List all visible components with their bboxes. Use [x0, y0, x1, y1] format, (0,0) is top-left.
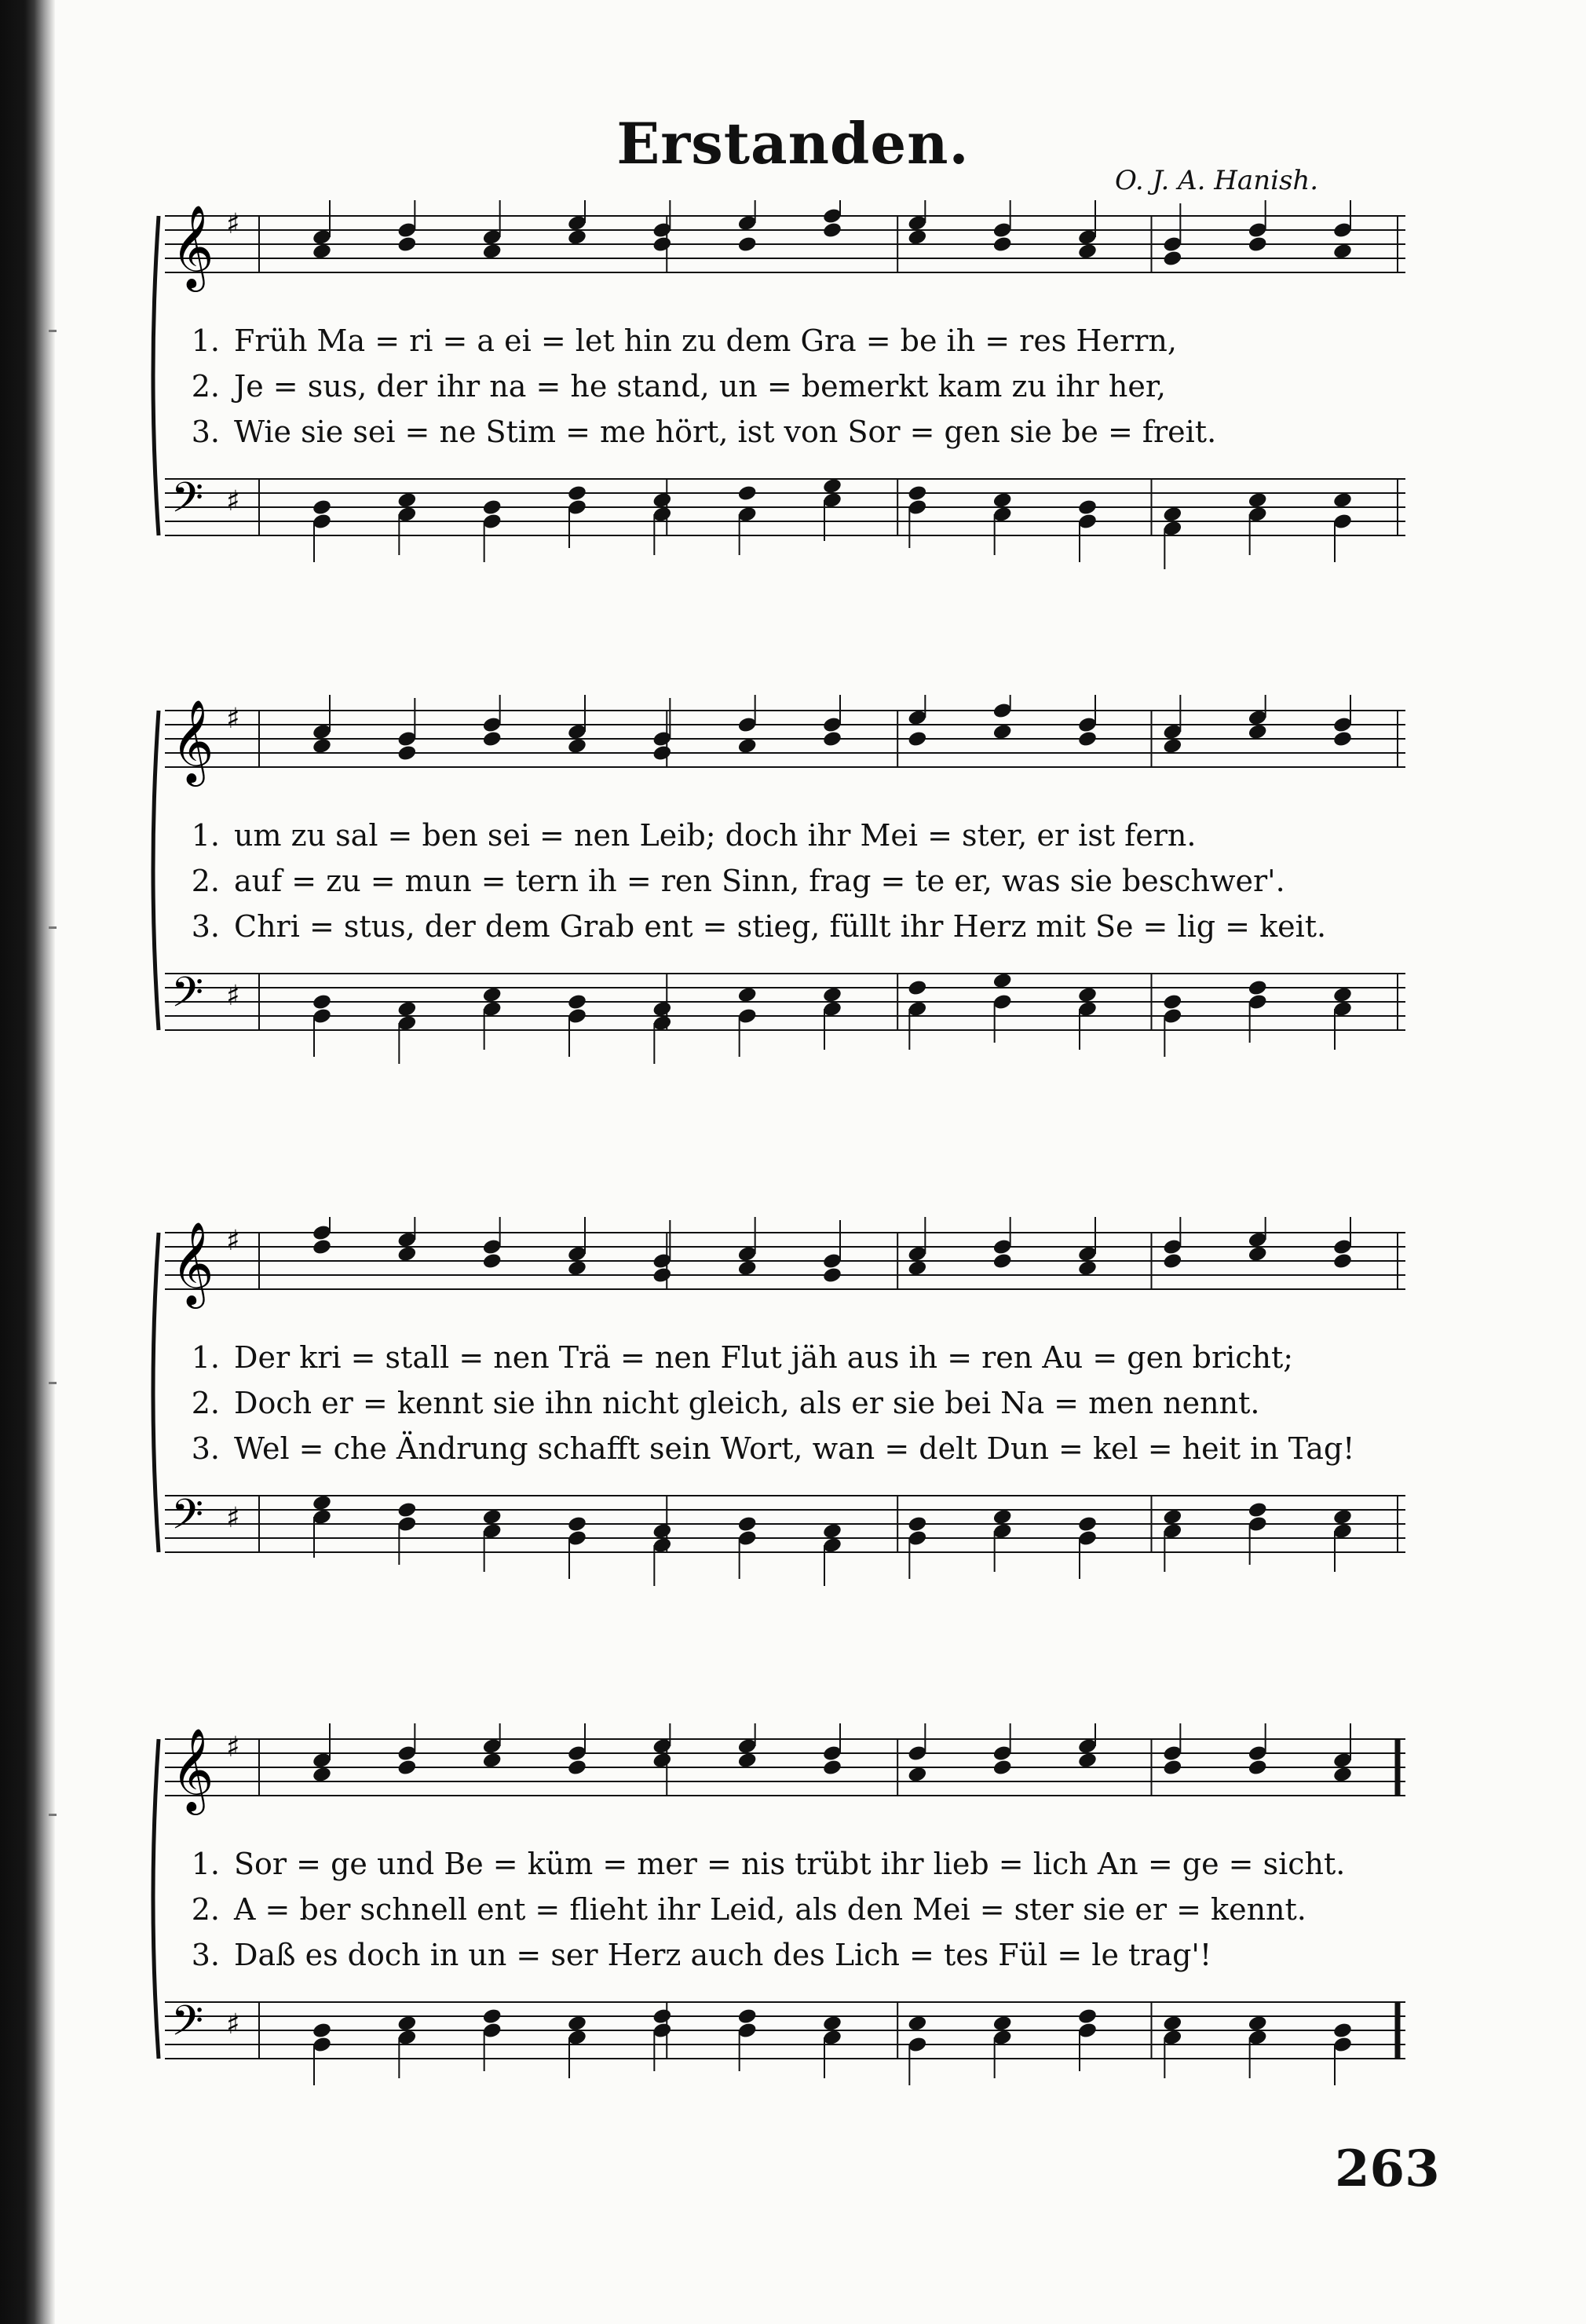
note-head	[907, 979, 927, 997]
note-head	[652, 1522, 672, 1540]
note-head	[482, 243, 502, 261]
note-head	[567, 1259, 587, 1277]
note-head	[1077, 730, 1098, 748]
note-head	[822, 1522, 842, 1540]
note-head	[1077, 1259, 1098, 1277]
note-head	[907, 2015, 927, 2033]
verse-number: 1.	[191, 1847, 220, 1881]
note-head	[482, 499, 502, 517]
lyrics-block	[149, 1335, 1421, 1471]
lyric-line	[149, 1932, 1421, 1978]
scan-speck	[49, 1814, 57, 1816]
note-head	[396, 744, 417, 762]
lyric-line	[149, 1426, 1421, 1471]
note-head	[907, 1766, 927, 1784]
note-head	[1248, 491, 1268, 510]
note-head	[1162, 993, 1182, 1011]
note-head	[1248, 723, 1268, 741]
note-head	[396, 1245, 417, 1263]
scan-speck	[49, 926, 57, 929]
page-number: 263	[1335, 2139, 1440, 2198]
note-head	[396, 236, 417, 254]
sharp-icon: ♯	[226, 1731, 240, 1763]
note-head	[482, 1508, 502, 1526]
note-head	[482, 986, 502, 1004]
music-system-1	[149, 200, 1421, 577]
note-head	[737, 986, 758, 1004]
note-head	[396, 2015, 417, 2033]
note-head	[1248, 1759, 1268, 1777]
lyric-text: Chri = stus, der dem Grab ent = stieg, füllt ihr Herz mit Se = lig = keit.	[234, 909, 1327, 944]
sharp-icon: ♯	[226, 1502, 240, 1534]
note-head	[1248, 979, 1268, 997]
sharp-icon: ♯	[226, 1225, 240, 1257]
verse-number: 2.	[191, 1386, 220, 1420]
note-head	[1162, 1508, 1182, 1526]
note-head	[1077, 986, 1098, 1004]
lyrics-block	[149, 1841, 1421, 1978]
note-head	[312, 737, 332, 755]
note-head	[482, 1252, 502, 1270]
verse-number: 1.	[191, 818, 220, 853]
note-head	[1332, 491, 1353, 510]
note-head	[737, 1752, 758, 1770]
lyrics-block	[149, 318, 1421, 455]
note-head	[907, 1259, 927, 1277]
note-head	[992, 1252, 1013, 1270]
note-head	[1332, 243, 1353, 261]
note-head	[1332, 986, 1353, 1004]
lyric-line	[149, 1335, 1421, 1380]
note-head	[822, 730, 842, 748]
verse-number: 3.	[191, 909, 220, 944]
lyric-line	[149, 318, 1421, 364]
music-system-2	[149, 695, 1421, 1072]
note-head	[992, 236, 1013, 254]
note-head	[737, 484, 758, 502]
lyric-line	[149, 1841, 1421, 1887]
lyric-text: Sor = ge und Be = küm = mer = nis trübt ihr lieb = lich An = ge = sicht.	[234, 1847, 1346, 1881]
verse-number: 3.	[191, 1938, 220, 1972]
note-head	[1332, 1508, 1353, 1526]
note-head	[652, 491, 672, 510]
note-head	[567, 484, 587, 502]
note-head	[737, 737, 758, 755]
note-head	[992, 491, 1013, 510]
note-head	[396, 1000, 417, 1018]
note-head	[1077, 243, 1098, 261]
treble-clef-icon: 𝄞	[171, 1727, 214, 1811]
note-head	[1248, 236, 1268, 254]
note-head	[652, 236, 672, 254]
bass-clef-icon: 𝄢	[171, 474, 204, 532]
note-head	[1162, 737, 1182, 755]
note-head	[312, 2022, 332, 2040]
note-head	[992, 972, 1013, 990]
note-head	[482, 730, 502, 748]
note-head	[1248, 1501, 1268, 1519]
lyric-line	[149, 904, 1421, 949]
note-head	[396, 1759, 417, 1777]
note-head	[907, 484, 927, 502]
hymn-title: Erstanden.	[616, 110, 970, 177]
note-head	[1162, 2015, 1182, 2033]
note-head	[396, 1501, 417, 1519]
lyric-text: Früh Ma = ri = a ei = let hin zu dem Gra = be ih = res Herrn,	[234, 323, 1177, 358]
note-head	[482, 2008, 502, 2026]
lyric-line	[149, 1887, 1421, 1932]
note-head	[992, 1508, 1013, 1526]
note-head	[822, 221, 842, 239]
note-head	[1248, 2015, 1268, 2033]
verse-number: 1.	[191, 1340, 220, 1375]
bass-clef-icon: 𝄢	[171, 969, 204, 1027]
note-head	[652, 1752, 672, 1770]
lyric-text: Wel = che Ändrung schafft sein Wort, wan = delt Dun = kel = heit in Tag!	[234, 1431, 1355, 1466]
music-system-4	[149, 1723, 1421, 2100]
note-head	[1248, 1245, 1268, 1263]
note-head	[992, 1759, 1013, 1777]
note-head	[737, 1515, 758, 1533]
note-head	[1332, 1766, 1353, 1784]
note-head	[822, 1759, 842, 1777]
note-head	[907, 1515, 927, 1533]
note-head	[652, 744, 672, 762]
note-head	[312, 499, 332, 517]
note-head	[652, 2008, 672, 2026]
note-head	[992, 723, 1013, 741]
treble-clef-icon: 𝄞	[171, 204, 214, 288]
sharp-icon: ♯	[226, 485, 240, 517]
sharp-icon: ♯	[226, 208, 240, 240]
lyric-line	[149, 813, 1421, 858]
note-head	[1077, 1515, 1098, 1533]
lyric-text: um zu sal = ben sei = nen Leib; doch ihr Mei = ster, er ist fern.	[234, 818, 1197, 853]
book-binding-shadow	[0, 0, 55, 2324]
note-head	[822, 1266, 842, 1284]
note-head	[822, 2015, 842, 2033]
lyric-text: Doch er = kennt sie ihn nicht gleich, als er sie bei Na = men nennt.	[234, 1386, 1260, 1420]
note-head	[1162, 506, 1182, 524]
note-head	[396, 491, 417, 510]
lyrics-block	[149, 813, 1421, 949]
note-head	[312, 243, 332, 261]
note-head	[567, 737, 587, 755]
note-head	[1332, 730, 1353, 748]
note-head	[567, 1515, 587, 1533]
note-head	[737, 2008, 758, 2026]
scan-speck	[49, 1382, 57, 1384]
note-head	[652, 1000, 672, 1018]
note-head	[1077, 1752, 1098, 1770]
note-head	[1077, 2008, 1098, 2026]
note-head	[822, 986, 842, 1004]
lyric-text: Wie sie sei = ne Stim = me hört, ist von Sor = gen sie be = freit.	[234, 415, 1217, 449]
music-system-3	[149, 1217, 1421, 1594]
bass-clef-icon: 𝄢	[171, 1491, 204, 1549]
treble-clef-icon: 𝄞	[171, 699, 214, 783]
verse-number: 1.	[191, 323, 220, 358]
verse-number: 3.	[191, 1431, 220, 1466]
note-head	[822, 477, 842, 495]
note-head	[482, 1752, 502, 1770]
note-head	[312, 1238, 332, 1256]
lyric-text: A = ber schnell ent = flieht ihr Leid, als den Mei = ster sie er = kennt.	[234, 1892, 1306, 1927]
note-head	[567, 1759, 587, 1777]
note-head	[1162, 1759, 1182, 1777]
note-head	[737, 1259, 758, 1277]
treble-clef-icon: 𝄞	[171, 1221, 214, 1305]
lyric-text: Je = sus, der ihr na = he stand, un = bemerkt kam zu ihr her,	[234, 369, 1166, 404]
note-head	[1332, 1252, 1353, 1270]
note-head	[1077, 499, 1098, 517]
note-head	[567, 993, 587, 1011]
lyric-line	[149, 1380, 1421, 1426]
composer-credit: O. J. A. Hanish.	[1115, 165, 1319, 196]
note-head	[312, 1766, 332, 1784]
scan-speck	[49, 330, 57, 332]
note-head	[1162, 250, 1182, 268]
sharp-icon: ♯	[226, 980, 240, 1012]
lyric-line	[149, 409, 1421, 455]
lyric-text: Der kri = stall = nen Trä = nen Flut jäh aus ih = ren Au = gen bricht;	[234, 1340, 1294, 1375]
note-head	[312, 993, 332, 1011]
verse-number: 2.	[191, 1892, 220, 1927]
note-head	[992, 2015, 1013, 2033]
note-head	[737, 236, 758, 254]
verse-number: 2.	[191, 369, 220, 404]
bass-clef-icon: 𝄢	[171, 1997, 204, 2055]
lyric-text: auf = zu = mun = tern ih = ren Sinn, frag = te er, was sie beschwer'.	[234, 864, 1285, 898]
sharp-icon: ♯	[226, 2008, 240, 2041]
note-head	[1162, 1252, 1182, 1270]
note-head	[907, 730, 927, 748]
sharp-icon: ♯	[226, 703, 240, 735]
lyric-line	[149, 858, 1421, 904]
note-head	[907, 228, 927, 247]
note-head	[312, 1494, 332, 1512]
lyric-text: Daß es doch in un = ser Herz auch des Lich = tes Fül = le trag'!	[234, 1938, 1212, 1972]
verse-number: 3.	[191, 415, 220, 449]
note-head	[652, 1266, 672, 1284]
lyric-line	[149, 364, 1421, 409]
note-head	[567, 228, 587, 247]
verse-number: 2.	[191, 864, 220, 898]
note-head	[1332, 2022, 1353, 2040]
note-head	[567, 2015, 587, 2033]
